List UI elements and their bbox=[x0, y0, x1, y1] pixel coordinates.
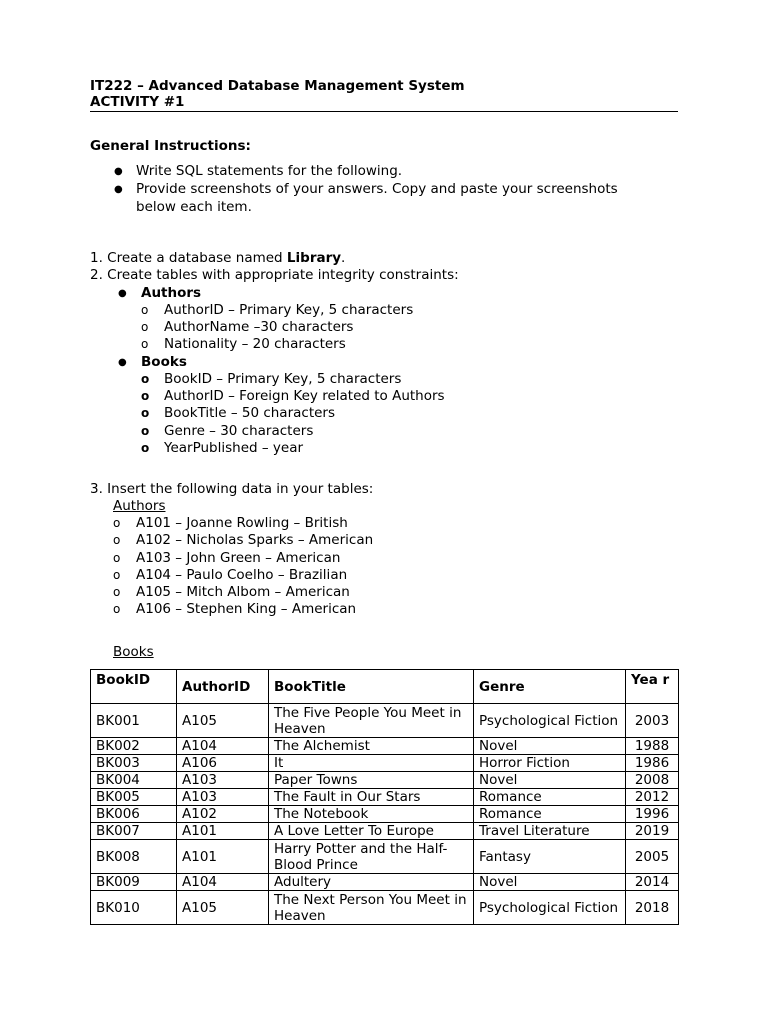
authors-field: AuthorName –30 characters bbox=[164, 319, 354, 335]
author-record: A102 – Nicholas Sparks – American bbox=[136, 532, 374, 548]
circle-bullet-icon: o bbox=[113, 551, 121, 565]
bullet-icon: ● bbox=[114, 184, 123, 195]
cell-authorid: A102 bbox=[177, 806, 269, 823]
books-data-label: Books bbox=[113, 644, 154, 660]
cell-bookid: BK009 bbox=[91, 874, 177, 891]
circle-bullet-icon: o bbox=[141, 337, 149, 351]
books-table bbox=[90, 669, 679, 925]
books-table-name: Books bbox=[141, 354, 187, 370]
cell-genre: Fantasy bbox=[474, 840, 626, 874]
cell-year: 1988 bbox=[626, 738, 679, 755]
cell-booktitle: Adultery bbox=[269, 874, 474, 891]
table-row bbox=[91, 874, 679, 891]
table-row bbox=[91, 806, 679, 823]
circle-bullet-icon: o bbox=[141, 303, 149, 317]
cell-genre: Horror Fiction bbox=[474, 755, 626, 772]
table-row bbox=[91, 755, 679, 772]
header-divider bbox=[90, 111, 678, 112]
table-row bbox=[91, 789, 679, 806]
column-header-year: Yea r bbox=[626, 670, 679, 704]
books-field: Genre – 30 characters bbox=[164, 423, 314, 439]
table-row bbox=[91, 704, 679, 738]
activity-title: ACTIVITY #1 bbox=[90, 94, 185, 110]
cell-bookid: BK005 bbox=[91, 789, 177, 806]
cell-booktitle: The Fault in Our Stars bbox=[269, 789, 474, 806]
circle-bullet-icon: o bbox=[113, 568, 121, 582]
instructions-heading: General Instructions: bbox=[90, 138, 251, 154]
books-field: BookID – Primary Key, 5 characters bbox=[164, 371, 402, 387]
column-header-booktitle: BookTitle bbox=[269, 670, 474, 704]
cell-booktitle: Harry Potter and the Half-Blood Prince bbox=[269, 840, 474, 874]
column-header-genre: Genre bbox=[474, 670, 626, 704]
circle-bullet-icon: o bbox=[141, 441, 150, 455]
author-record: A101 – Joanne Rowling – British bbox=[136, 515, 348, 531]
cell-genre: Travel Literature bbox=[474, 823, 626, 840]
cell-genre: Romance bbox=[474, 806, 626, 823]
cell-bookid: BK004 bbox=[91, 772, 177, 789]
cell-bookid: BK002 bbox=[91, 738, 177, 755]
cell-bookid: BK006 bbox=[91, 806, 177, 823]
cell-genre: Romance bbox=[474, 789, 626, 806]
authors-field: AuthorID – Primary Key, 5 characters bbox=[164, 302, 414, 318]
course-title: IT222 – Advanced Database Management System bbox=[90, 78, 465, 94]
authors-field: Nationality – 20 characters bbox=[164, 336, 346, 352]
task-1-prefix: 1. Create a database named bbox=[90, 250, 287, 266]
authors-table-name: Authors bbox=[141, 285, 202, 301]
circle-bullet-icon: o bbox=[113, 533, 121, 547]
cell-authorid: A103 bbox=[177, 789, 269, 806]
cell-year: 2019 bbox=[626, 823, 679, 840]
circle-bullet-icon: o bbox=[113, 602, 121, 616]
cell-genre: Novel bbox=[474, 874, 626, 891]
cell-year: 1996 bbox=[626, 806, 679, 823]
cell-bookid: BK007 bbox=[91, 823, 177, 840]
cell-bookid: BK003 bbox=[91, 755, 177, 772]
cell-authorid: A104 bbox=[177, 738, 269, 755]
cell-genre: Novel bbox=[474, 772, 626, 789]
cell-genre: Psychological Fiction bbox=[474, 704, 626, 738]
circle-bullet-icon: o bbox=[141, 389, 150, 403]
cell-booktitle: The Next Person You Meet in Heaven bbox=[269, 891, 474, 925]
instruction-item: Write SQL statements for the following. bbox=[136, 163, 403, 179]
cell-year: 1986 bbox=[626, 755, 679, 772]
cell-year: 2014 bbox=[626, 874, 679, 891]
cell-year: 2018 bbox=[626, 891, 679, 925]
circle-bullet-icon: o bbox=[141, 424, 150, 438]
circle-bullet-icon: o bbox=[141, 320, 149, 334]
table-row bbox=[91, 772, 679, 789]
column-header-bookid: BookID bbox=[91, 670, 177, 704]
task-1 bbox=[90, 250, 345, 267]
circle-bullet-icon: o bbox=[141, 406, 150, 420]
cell-booktitle: The Five People You Meet in Heaven bbox=[269, 704, 474, 738]
circle-bullet-icon: o bbox=[113, 585, 121, 599]
table-row bbox=[91, 840, 679, 874]
cell-year: 2005 bbox=[626, 840, 679, 874]
table-header-row bbox=[91, 670, 679, 704]
bullet-icon: ● bbox=[118, 357, 127, 368]
cell-authorid: A103 bbox=[177, 772, 269, 789]
books-field: YearPublished – year bbox=[164, 440, 304, 456]
instruction-item-continued: below each item. bbox=[136, 199, 252, 215]
cell-bookid: BK001 bbox=[91, 704, 177, 738]
authors-data-label: Authors bbox=[113, 498, 166, 514]
books-field: BookTitle – 50 characters bbox=[164, 405, 336, 421]
task-2: 2. Create tables with appropriate integrity constraints: bbox=[90, 267, 459, 283]
cell-booktitle: It bbox=[269, 755, 474, 772]
cell-booktitle: A Love Letter To Europe bbox=[269, 823, 474, 840]
circle-bullet-icon: o bbox=[141, 372, 150, 386]
cell-genre: Psychological Fiction bbox=[474, 891, 626, 925]
column-header-authorid: AuthorID bbox=[177, 670, 269, 704]
bullet-icon: ● bbox=[114, 166, 123, 177]
author-record: A103 – John Green – American bbox=[136, 550, 341, 566]
bullet-icon: ● bbox=[118, 288, 127, 299]
cell-authorid: A101 bbox=[177, 823, 269, 840]
cell-authorid: A106 bbox=[177, 755, 269, 772]
cell-genre: Novel bbox=[474, 738, 626, 755]
books-field: AuthorID – Foreign Key related to Authors bbox=[164, 388, 445, 404]
cell-booktitle: Paper Towns bbox=[269, 772, 474, 789]
cell-booktitle: The Alchemist bbox=[269, 738, 474, 755]
cell-year: 2003 bbox=[626, 704, 679, 738]
cell-bookid: BK008 bbox=[91, 840, 177, 874]
cell-year: 2012 bbox=[626, 789, 679, 806]
author-record: A105 – Mitch Albom – American bbox=[136, 584, 350, 600]
cell-authorid: A105 bbox=[177, 704, 269, 738]
instruction-item: Provide screenshots of your answers. Copy and paste your screenshots bbox=[136, 181, 618, 197]
task-1-db-name: Library bbox=[286, 250, 342, 266]
task-1-suffix: . bbox=[341, 250, 346, 266]
table-row bbox=[91, 823, 679, 840]
cell-year: 2008 bbox=[626, 772, 679, 789]
cell-authorid: A104 bbox=[177, 874, 269, 891]
cell-bookid: BK010 bbox=[91, 891, 177, 925]
cell-booktitle: The Notebook bbox=[269, 806, 474, 823]
table-row bbox=[91, 738, 679, 755]
task-3: 3. Insert the following data in your tables: bbox=[90, 481, 374, 497]
author-record: A106 – Stephen King – American bbox=[136, 601, 357, 617]
circle-bullet-icon: o bbox=[113, 516, 121, 530]
cell-authorid: A105 bbox=[177, 891, 269, 925]
table-row bbox=[91, 891, 679, 925]
author-record: A104 – Paulo Coelho – Brazilian bbox=[136, 567, 348, 583]
cell-authorid: A101 bbox=[177, 840, 269, 874]
